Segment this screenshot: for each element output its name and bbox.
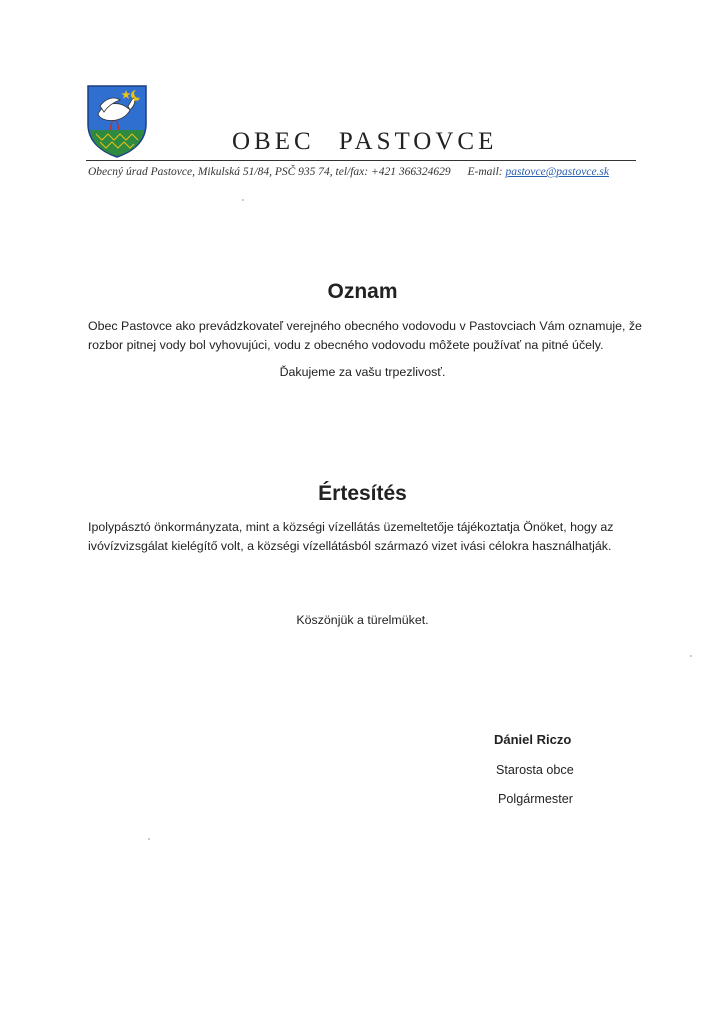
notice-heading-sk: Oznam: [327, 280, 398, 303]
signatory-title-hu: Polgármester: [498, 792, 573, 806]
signatory-title-sk: Starosta obce: [496, 763, 574, 777]
scan-speck: [242, 199, 244, 201]
email-label: E-mail:: [467, 166, 503, 178]
coat-of-arms-icon: [86, 84, 148, 158]
notice-body-sk: Obec Pastovce ako prevádzkovateľ verejného obecného vodovodu v Pastovciach Vám oznamuje, že rozbor pitnej vody bol vyhovujúci, vodu z obecného vodovodu môžete používať na pitné účely.: [88, 319, 642, 352]
scan-speck: [690, 655, 692, 657]
scan-speck: [148, 838, 150, 840]
municipality-title: OBEC PASTOVCE: [232, 128, 498, 155]
contact-line: [88, 166, 648, 178]
email-link[interactable]: pastovce@pastovce.sk: [505, 166, 609, 178]
header-divider: [86, 160, 636, 161]
thanks-hu: Köszönjük a türelmüket.: [296, 613, 429, 627]
notice-heading-hu: Értesítés: [318, 482, 407, 505]
signatory-name: Dániel Riczo: [494, 732, 572, 747]
thanks-sk: Ďakujeme za vašu trpezlivosť.: [279, 365, 446, 379]
office-address: Obecný úrad Pastovce, Mikulská 51/84, PSČ 935 74, tel/fax: +421 366324629: [88, 166, 451, 178]
notice-body-hu: Ipolypásztó önkormányzata, mint a községi vízellátás üzemeltetője tájékoztatja Önöket, hogy az ivóvízvizsgálat kielégítő volt, a községi vízellátásból származó vizet ivási célokra használhatják.: [88, 520, 614, 553]
